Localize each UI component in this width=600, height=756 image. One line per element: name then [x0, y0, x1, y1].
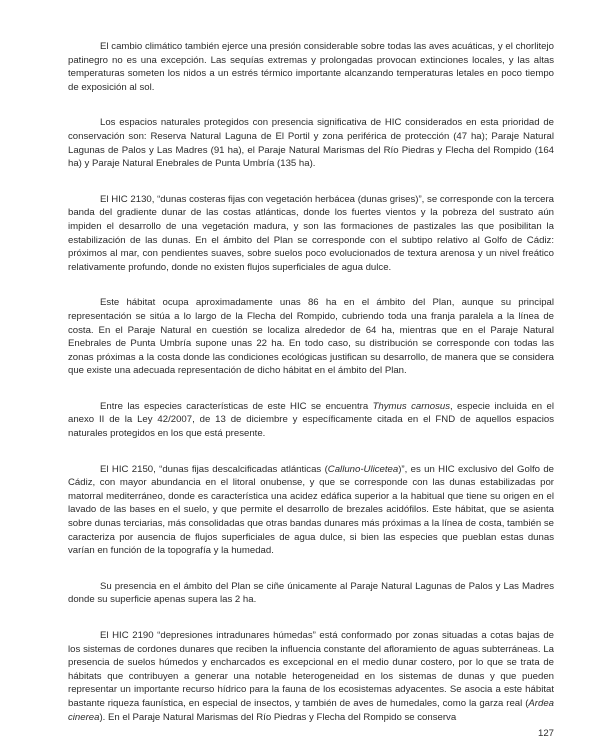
species-name-italic: Ardea cinerea — [68, 697, 554, 723]
text-segment: Este hábitat ocupa aproximadamente unas 86 ha en el ámbito del Plan, aunque su principal representación se sitúa a lo largo de la Flecha del Rompido, cubriendo toda una franja paralela a la línea de costa. En el Paraje Natural en cuestión se localiza alrededor de 64 ha, mientras que en el Paraje Natural Enebrales de Punta Umbría supone unas 22 ha. En todo caso, su distribución se corresponde con todas las zonas próximas a la costa donde las condiciones ecológicas justifican su desarrollo, de manera que se considera que existe una adecuada representación de dicho hábitat en el ámbito del Plan. — [68, 297, 554, 377]
text-segment: Su presencia en el ámbito del Plan se ciñe únicamente al Paraje Natural Lagunas de Palos y Las Madres donde su superficie apenas supera las 2 ha. — [68, 580, 554, 606]
text-segment: Entre las especies características de este HIC se encuentra — [100, 400, 373, 412]
paragraph-hic-2130 — [68, 193, 554, 275]
text-segment: , especie incluida en el anexo II de la Ley 42/2007, de 13 de diciembre y específicamente citada en el FND de aquellos espacios naturales protegidos en los que está presente. — [68, 400, 554, 440]
paragraph-hic-2150 — [68, 463, 554, 558]
paragraph-presence — [68, 580, 554, 607]
text-segment: El HIC 2190 “depresiones intradunares húmedas” está conformado por zonas situadas a cotas bajas de los sistemas de cordones dunares que reciben la influencia constante del afloramiento de aguas subterráneas. La presencia de suelos húmedos y encharcados es excepcional en el medio dunar costero, por lo que se trata de hábitats que contribuyen a generar una notable heterogeneidad en los sistemas de dunas y que pueden representar un importante recurso hídrico para la fauna de los ecosistemas adyacentes. Se asocia a este hábitat bastante riqueza faunística, en especial de insectos, y también de aves de humedales, como la garza real ( — [68, 630, 554, 709]
text-segment: El HIC 2130, “dunas costeras fijas con vegetación herbácea (dunas grises)”, se corresponde con la tercera banda del gradiente dunar de las costas atlánticas, donde los fuertes vientos y la pobreza del sustrato aún impiden el desarrollo de una vegetación madura, y son las formaciones de pastizales las que posibilitan la estabilización de las dunas. En el ámbito del Plan se corresponde con el subtipo relativo al Golfo de Cádiz: próximos al mar, con pendientes suaves, sobre suelos poco evolucionados de textura arenosa y un nivel freático relativamente profundo, donde no existen flujos superficiales de agua dulce. — [68, 193, 554, 273]
page-number: 127 — [537, 728, 554, 739]
paragraph-climate-change — [68, 40, 554, 94]
species-name-italic: Thymus carnosus — [372, 400, 450, 412]
text-segment: ). En el Paraje Natural Marismas del Río Piedras y Flecha del Rompido se conserva — [99, 711, 457, 723]
taxon-name-italic: Calluno-Ulicetea — [327, 463, 399, 475]
text-segment: )”, es un HIC exclusivo del Golfo de Cádiz, con mayor abundancia en el litoral onubense, y que se corresponde con las dunas estabilizadas por matorral mediterráneo, donde es característica una acidez edáfica superior a la habitual que tiene su origen en el lavado de las bases en el suelo, y que permite el desarrollo de brezales acidófilos. Este hábitat, que se asienta sobre dunas terciarias, más consolidadas que otras bandas dunares más próximas a la línea de costa, también se caracteriza por ausencia de flujos superficiales de agua dulce, si bien las especies que pueblan estas dunas varían en función de la topografía y la humedad. — [68, 463, 554, 557]
text-segment: El HIC 2150, “dunas fijas descalcificadas atlánticas ( — [100, 463, 328, 475]
text-segment: El cambio climático también ejerce una presión considerable sobre todas las aves acuáticas, y el chorlitejo patinegro no es una excepción. Las sequías extremas y prolongadas provocan extinciones locales, y las altas temperaturas someten los nidos a un estrés térmico importante alcanzando temperaturas letales en poco tiempo de exposición al sol. — [68, 41, 554, 93]
text-segment: Los espacios naturales protegidos con presencia significativa de HIC considerados en esta prioridad de conservación son: Reserva Natural Laguna de El Portil y zona periférica de protección (47 ha); Paraje Natural Lagunas de Palos y Las Madres (91 ha), el Paraje Natural Marismas del Río Piedras y Flecha del Rompido (164 ha) y Paraje Natural Enebrales de Punta Umbría (135 ha). — [68, 117, 554, 170]
paragraph-protected-spaces — [68, 116, 554, 170]
body-text — [68, 40, 554, 746]
paragraph-habitat-area — [68, 296, 554, 378]
paragraph-hic-2190 — [68, 629, 554, 724]
paragraph-characteristic-species — [68, 400, 554, 441]
